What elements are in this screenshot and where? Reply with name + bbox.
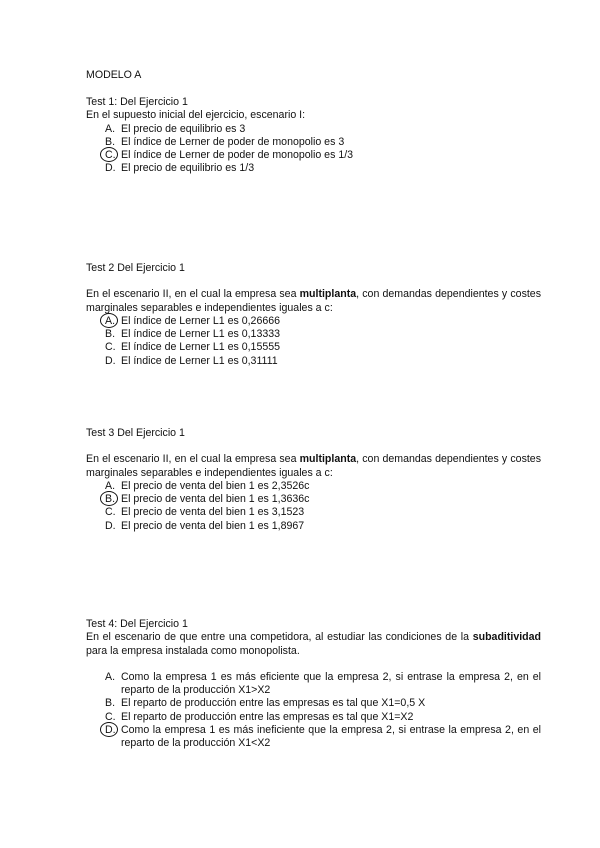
intro-text: En el escenario II, en el cual la empresa sea: [86, 288, 300, 301]
option-letter: D.: [105, 519, 116, 532]
test-4-options: [86, 671, 541, 751]
test-3-option-b: [86, 493, 541, 506]
test-3-options: [86, 480, 541, 533]
test-1-option-b: [86, 136, 541, 149]
test-4-option-a: [86, 671, 541, 698]
option-text: El índice de Lerner L1 es 0,31111: [121, 354, 278, 367]
test-4-option-d: [86, 724, 541, 751]
option-text: El índice de Lerner de poder de monopolio es 3: [121, 135, 345, 148]
option-text: Como la empresa 1 es más eficiente que la empresa 2, si entrase la empresa 2, en el reparto de la producción X1>X2: [121, 670, 541, 697]
test-2-heading: Test 2 Del Ejercicio 1: [86, 262, 185, 274]
intro-text: En el escenario II, en el cual la empresa sea: [86, 453, 300, 466]
test-2: [86, 262, 541, 368]
test-2-option-d: [86, 355, 541, 368]
intro-text: , con demandas dependientes y costes marginales separables e independientes iguales a c:: [86, 288, 541, 314]
test-2-intro: [86, 288, 541, 315]
option-letter: A.: [105, 670, 116, 683]
test-4-intro: [86, 631, 541, 658]
option-letter: B.: [105, 328, 116, 341]
test-3-option-d: [86, 520, 541, 533]
option-text: El precio de venta del bien 1 es 3,1523: [121, 506, 305, 519]
option-text: El precio de venta del bien 1 es 1,3636c: [121, 493, 310, 506]
option-text: El precio de equilibrio es 1/3: [121, 162, 255, 175]
test-1-heading: Test 1: Del Ejercicio 1: [86, 96, 188, 108]
test-1-option-c: [86, 149, 541, 162]
option-letter: C.: [105, 341, 116, 354]
intro-text: para la empresa instalada como monopolista.: [86, 644, 300, 657]
test-3-option-a: [86, 480, 541, 493]
test-1-option-d: [86, 162, 541, 175]
option-letter: A.: [105, 479, 116, 492]
test-3: [86, 427, 541, 533]
intro-bold-term: multiplanta: [299, 288, 357, 301]
option-letter: B.: [105, 135, 116, 148]
test-2-options: [86, 315, 541, 368]
option-text: El precio de equilibrio es 3: [121, 122, 246, 135]
test-1-intro: En el supuesto inicial del ejercicio, escenario I:: [86, 109, 306, 122]
option-letter: D.: [105, 724, 116, 737]
test-4-option-b: [86, 697, 541, 710]
model-title: MODELO A: [86, 69, 142, 81]
option-text: El índice de Lerner L1 es 0,13333: [121, 328, 281, 341]
option-letter: C.: [105, 149, 116, 162]
test-4-option-c: [86, 711, 541, 724]
intro-text: En el escenario de que entre una competidora, al estudiar las condiciones de la: [86, 631, 473, 644]
test-1-option-a: [86, 123, 541, 136]
intro-bold-term: subaditividad: [472, 631, 541, 644]
test-1-options: [86, 123, 541, 176]
option-letter: D.: [105, 354, 116, 367]
option-letter: B.: [105, 493, 116, 506]
option-text: El índice de Lerner de poder de monopolio es 1/3: [121, 149, 354, 162]
option-text: El precio de venta del bien 1 es 2,3526c: [121, 479, 310, 492]
test-4-heading: Test 4: Del Ejercicio 1: [86, 618, 188, 630]
test-2-option-b: [86, 328, 541, 341]
option-text: El índice de Lerner L1 es 0,26666: [121, 314, 281, 327]
option-text: El precio de venta del bien 1 es 1,8967: [121, 519, 305, 532]
intro-bold-term: multiplanta: [299, 453, 357, 466]
option-text: Como la empresa 1 es más ineficiente que la empresa 2, si entrase la empresa 2, en el reparto de la producción X1<X2: [121, 724, 541, 750]
test-2-option-c: [86, 341, 541, 354]
option-letter: A.: [105, 122, 116, 135]
option-letter: A.: [105, 314, 116, 327]
option-text: El reparto de producción entre las empresas es tal que X1=X2: [121, 710, 414, 723]
test-2-option-a: [86, 315, 541, 328]
option-text: El índice de Lerner L1 es 0,15555: [121, 341, 281, 354]
option-letter: C.: [105, 506, 116, 519]
intro-text: , con demandas dependientes y costes marginales separables e independientes iguales a c:: [86, 453, 541, 479]
option-text: El reparto de producción entre las empresas es tal que X1=0,5 X: [121, 697, 426, 710]
test-3-heading: Test 3 Del Ejercicio 1: [86, 427, 185, 439]
option-letter: D.: [105, 162, 116, 175]
test-3-option-c: [86, 506, 541, 519]
test-3-intro: [86, 453, 541, 480]
option-letter: C.: [105, 710, 116, 723]
option-letter: B.: [105, 697, 116, 710]
test-4: [86, 618, 541, 751]
test-1: [86, 96, 541, 176]
